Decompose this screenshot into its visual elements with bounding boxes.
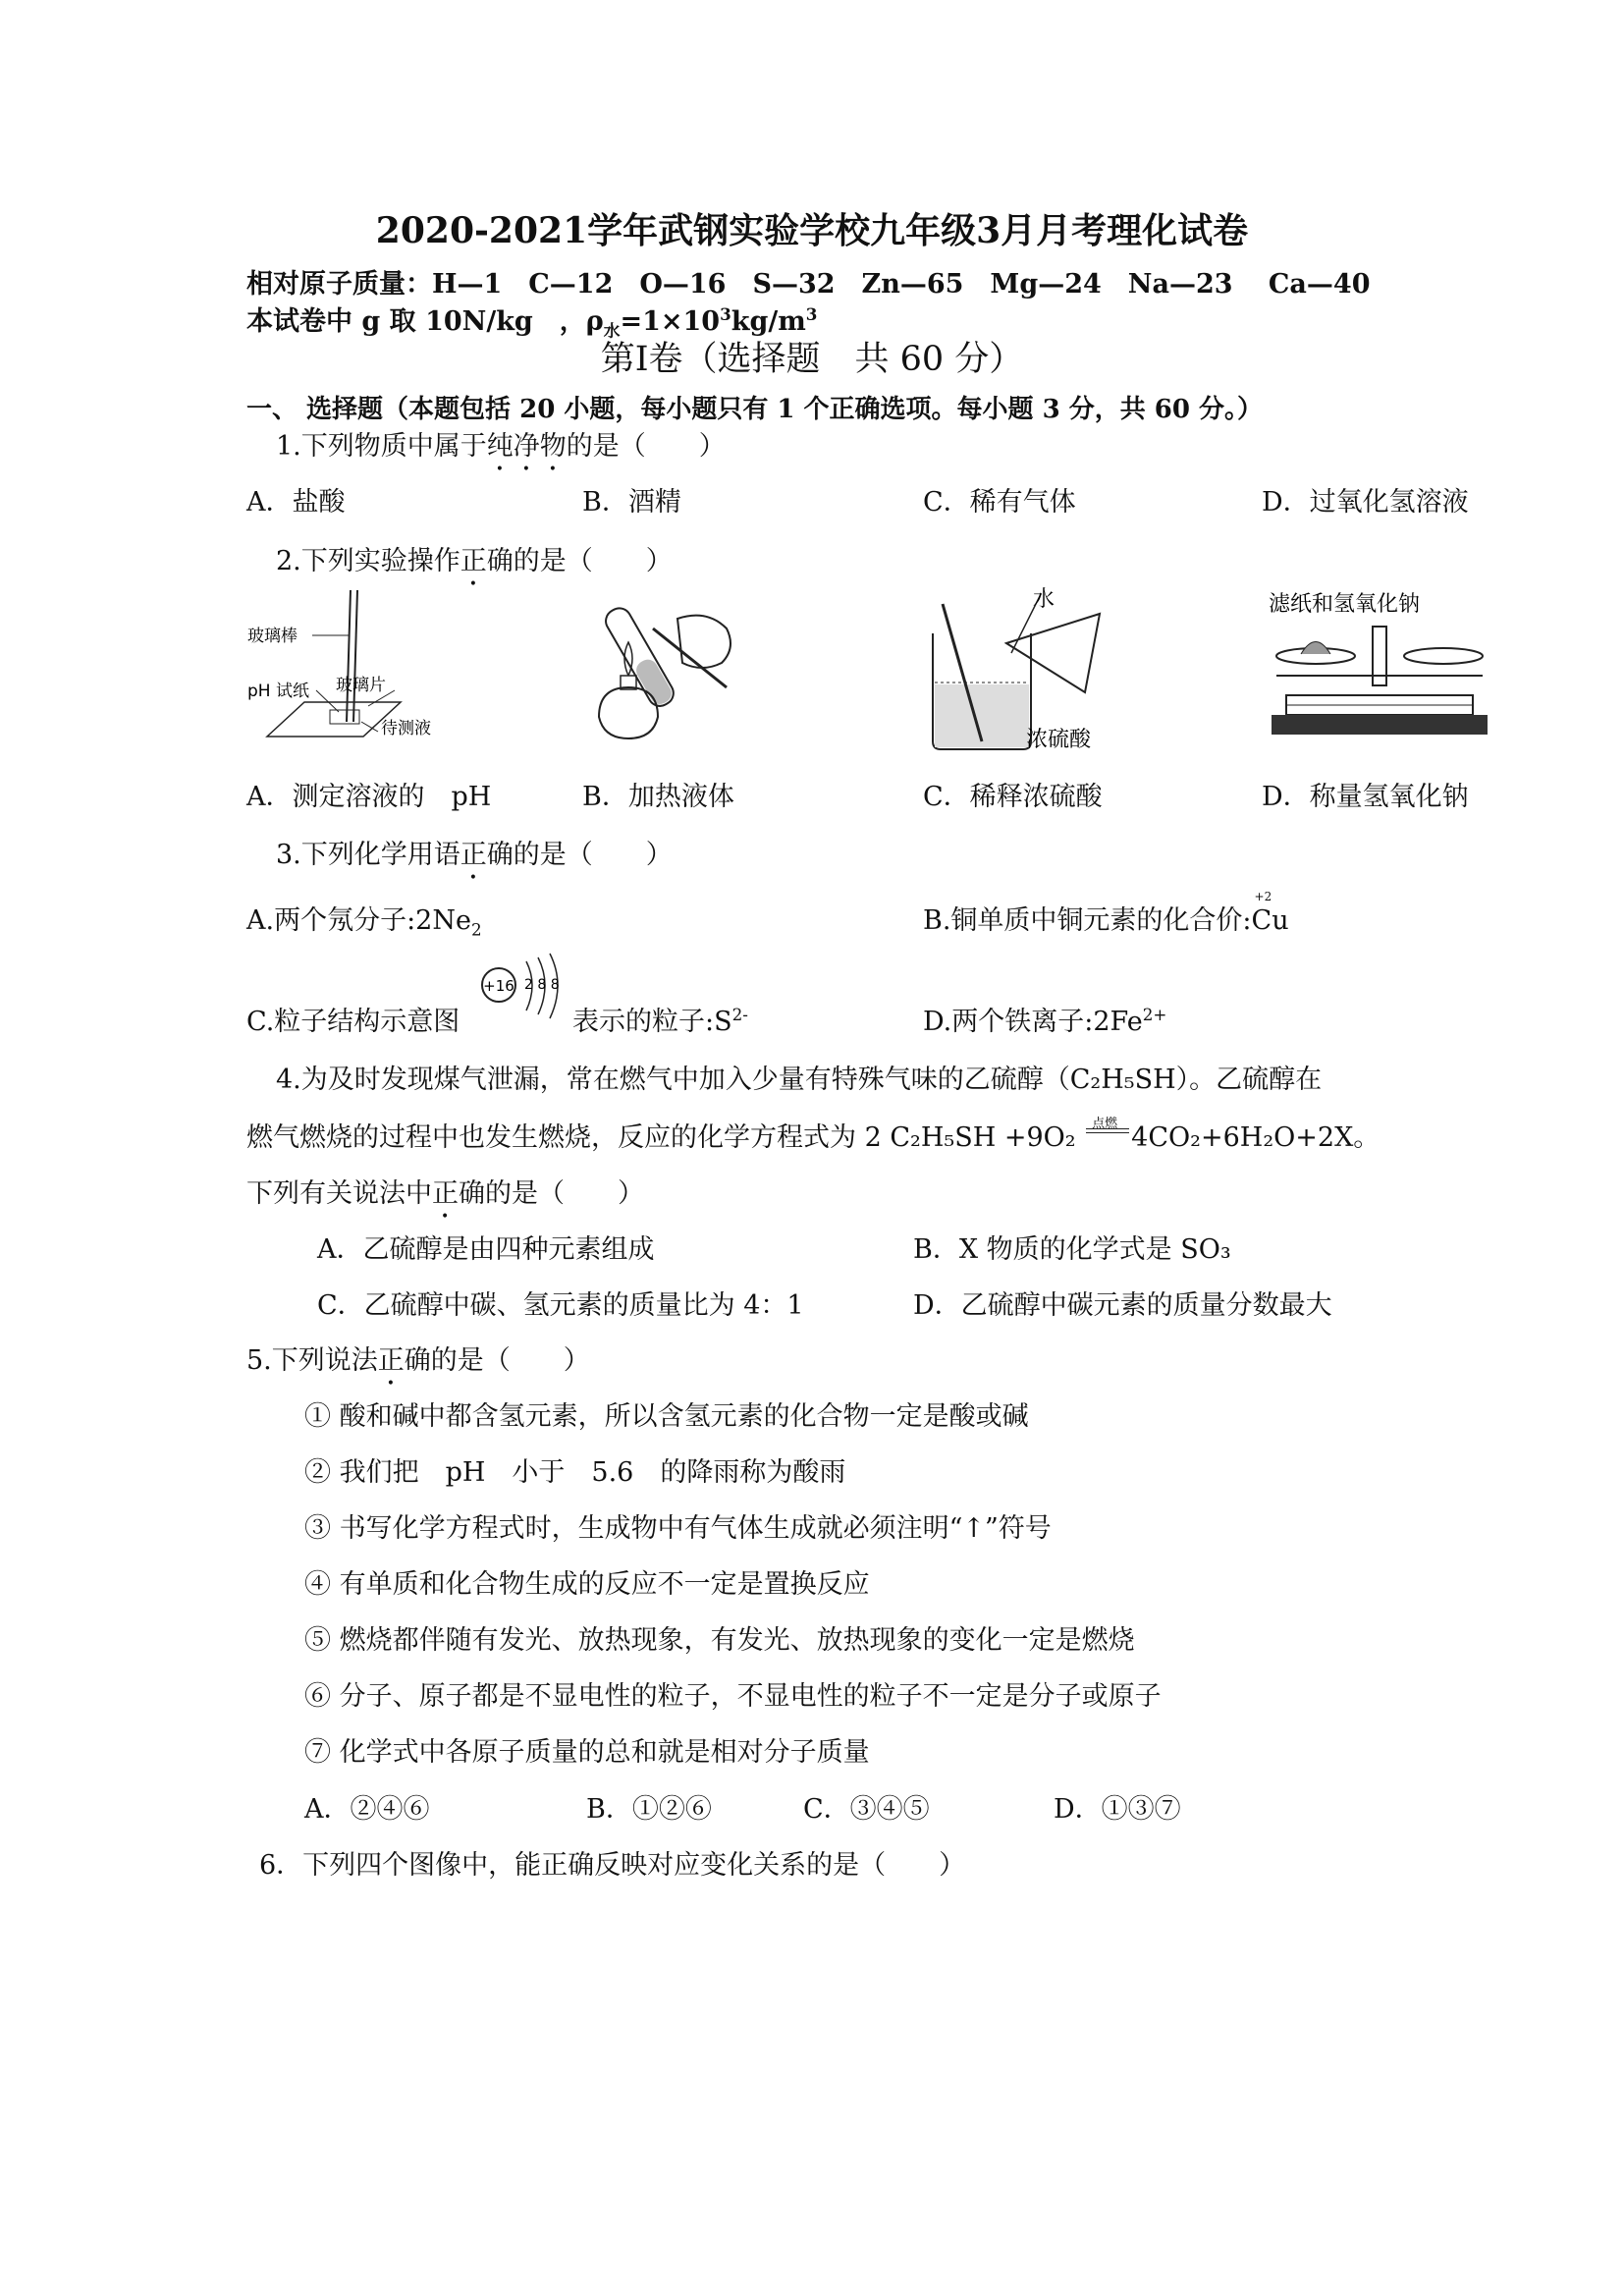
q4-option-c: C．乙硫醇中碳、氢元素的质量比为 4：1 [317, 1290, 804, 1321]
q3-a-text: A.两个氖分子:2Ne [246, 905, 471, 936]
q3-option-b [923, 890, 1289, 937]
q5-option-a: A．②④⑥ [304, 1794, 430, 1825]
q1-option-a: A．盐酸 [246, 487, 346, 518]
q1-option-b: B．酒精 [582, 487, 681, 518]
q4-option-d: D．乙硫醇中碳元素的质量分数最大 [913, 1290, 1332, 1321]
q2-stem-post: 确的是（ ） [486, 546, 673, 576]
q6-stem: 6．下列四个图像中，能正确反映对应变化关系的是（ ） [259, 1850, 966, 1881]
q5-option-d: D．①③⑦ [1054, 1794, 1181, 1825]
q3-a-subscript: 2 [470, 919, 482, 940]
q3-b-valence: +2 [1254, 890, 1272, 903]
q3-d-superscript: 2+ [1142, 1005, 1167, 1024]
q2-option-c: C．稀释浓硫酸 [923, 782, 1103, 812]
q3-stem [276, 833, 673, 886]
q5-statement-6: ⑥ 分子、原子都是不显电性的粒子，不显电性的粒子不一定是分子或原子 [304, 1681, 1162, 1712]
q3-option-c: C.粒子结构示意图 [246, 1007, 460, 1037]
q5-stem-emphasis: 正 [377, 1345, 405, 1376]
q4-option-a: A．乙硫醇是由四种元素组成 [317, 1234, 655, 1265]
q2-stem-emphasis: 正 [460, 546, 487, 576]
q3-stem-emphasis: 正 [460, 840, 487, 870]
q2-option-a: A．测定溶液的 pH [246, 782, 492, 812]
q5-statement-1: ① 酸和碱中都含氢元素，所以含氢元素的化合物一定是酸或碱 [304, 1401, 1029, 1432]
rho-value: =1×10 [620, 306, 721, 337]
q3-b-element: Cu [1251, 905, 1289, 936]
q2-stem-pre: 2.下列实验操作 [276, 546, 460, 576]
q4-line2 [246, 1116, 1380, 1154]
q1-option-c: C．稀有气体 [923, 487, 1076, 518]
q4-option-b: B．X 物质的化学式是 SO₃ [913, 1234, 1231, 1265]
q1-stem [276, 424, 726, 477]
q5-statement-7: ⑦ 化学式中各原子质量的总和就是相对分子质量 [304, 1737, 870, 1768]
q3-c-text: 表示的粒子:S [572, 1007, 732, 1037]
rho-subscript: 水 [603, 320, 621, 341]
label-water: 水 [1033, 587, 1056, 612]
reaction-arrow [1084, 1117, 1131, 1146]
q4-line3 [246, 1172, 644, 1225]
rho-unit: kg/m [731, 306, 806, 337]
q5-option-b: B．①②⑥ [586, 1794, 712, 1825]
q1-stem-pre: 1.下列物质中属于 [276, 431, 487, 462]
rho-unit-exponent: 3 [805, 304, 818, 324]
dilute-acid-figure [913, 584, 1139, 756]
label-glass-plate: 玻璃片 [336, 676, 386, 695]
label-ph-paper: pH 试纸 [247, 682, 309, 701]
balance-figure [1267, 587, 1492, 759]
atom-structure-diagram [477, 948, 575, 1026]
exam-title: 2020-2021学年武钢实验学校九年级3月月考理化试卷 [375, 210, 1249, 251]
q1-stem-post: 的是（ ） [566, 431, 726, 462]
label-glass-rod: 玻璃棒 [247, 627, 298, 646]
q1-stem-emphasis: 纯净物 [486, 431, 567, 462]
q4-line3-pre: 下列有关说法中 [246, 1178, 432, 1209]
q2-option-b: B．加热液体 [582, 782, 734, 812]
q1-option-d: D．过氧化氢溶液 [1262, 487, 1469, 518]
label-conc-acid: 浓硫酸 [1026, 728, 1092, 752]
shell-electrons: 2 8 8 [524, 977, 560, 993]
q4-line2-post: 4CO₂+6H₂O+2X。 [1131, 1122, 1380, 1153]
rho-exponent: 3 [720, 304, 731, 324]
q3-stem-post: 确的是（ ） [486, 840, 673, 870]
q3-d-text: D.两个铁离子:2Fe [923, 1007, 1143, 1037]
section-instruction: 一、 选择题（本题包括 20 小题，每小题只有 1 个正确选项。每小题 3 分，共 60 分。） [246, 395, 1264, 424]
q3-b-text: B.铜单质中铜元素的化合价: [923, 905, 1252, 936]
q4-line3-emphasis: 正 [432, 1178, 459, 1209]
nucleus-charge: +16 [483, 977, 514, 995]
q4-line1: 4.为及时发现煤气泄漏，常在燃气中加入少量有特殊气味的乙硫醇（C₂H₅SH）。乙硫醇在 [276, 1065, 1323, 1095]
q3-option-a [246, 899, 482, 939]
q5-stem-pre: 5.下列说法 [246, 1345, 378, 1376]
q5-option-c: C．③④⑤ [803, 1794, 930, 1825]
q5-statement-5: ⑤ 燃烧都伴随有发光、放热现象，有发光、放热现象的变化一定是燃烧 [304, 1625, 1135, 1656]
atomic-masses: 相对原子质量：H—1 C—12 O—16 S—32 Zn—65 Mg—24 Na—23 Ca—40 [246, 269, 1371, 300]
heating-liquid-figure [579, 589, 756, 746]
q2-option-d: D．称量氢氧化钠 [1262, 782, 1469, 812]
section-title: 第Ⅰ卷（选择题 共 60 分） [600, 340, 1024, 379]
q4-line2-pre: 燃气燃烧的过程中也发生燃烧，反应的化学方程式为 2 C₂H₅SH +9O₂ [246, 1122, 1085, 1153]
q3-option-c-rest [572, 1000, 748, 1038]
q5-statement-3: ③ 书写化学方程式时，生成物中有气体生成就必须注明“↑”符号 [304, 1513, 1052, 1544]
q5-stem-post: 确的是（ ） [404, 1345, 590, 1376]
ph-test-figure [245, 584, 471, 751]
q3-c-superscript: 2- [731, 1005, 748, 1024]
q3-stem-pre: 3.下列化学用语 [276, 840, 460, 870]
reaction-condition: 点燃 [1092, 1117, 1118, 1131]
q5-statement-2: ② 我们把 pH 小于 5.6 的降雨称为酸雨 [304, 1457, 846, 1488]
q5-stem [246, 1339, 590, 1392]
label-filter-naoh: 滤纸和氢氧化钠 [1269, 592, 1421, 617]
q5-statement-4: ④ 有单质和化合物生成的反应不一定是置换反应 [304, 1569, 870, 1600]
q4-line3-post: 确的是（ ） [459, 1178, 644, 1209]
g-note: 本试卷中 g 取 10N/kg ，ρ [246, 306, 604, 337]
q3-option-d [923, 1000, 1166, 1038]
label-test-liquid: 待测液 [381, 719, 431, 738]
